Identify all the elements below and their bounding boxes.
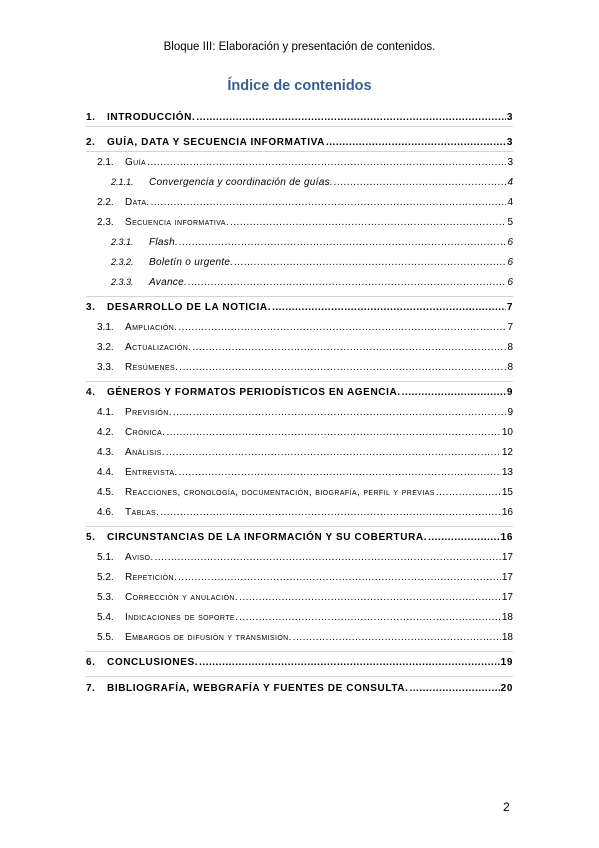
- toc-dot-leader: [151, 197, 507, 208]
- toc-entry-label: INTRODUCCIÓN.: [107, 112, 196, 123]
- toc-entry-label: Repetición.: [125, 572, 178, 583]
- toc-entry-page: 17: [501, 572, 513, 583]
- toc-dot-leader: [334, 177, 506, 188]
- toc-entry-number: 4.1.: [97, 407, 114, 418]
- toc-entry-page: 17: [501, 552, 513, 563]
- toc-dot-leader: [436, 487, 501, 498]
- toc-entry[interactable]: [97, 322, 513, 338]
- toc-dot-leader: [160, 507, 501, 518]
- toc-entry-label: BIBLIOGRAFÍA, WEBGRAFÍA Y FUENTES DE CONSULTA.: [107, 683, 409, 694]
- toc-entry-number: 2.2.: [97, 197, 114, 208]
- toc-entry[interactable]: [97, 487, 513, 503]
- toc-entry-label: Indicaciones de soporte.: [125, 612, 239, 623]
- toc-dot-leader: [188, 277, 506, 288]
- toc-entry-page: 18: [501, 632, 513, 643]
- toc-entry-page: 9: [507, 407, 513, 418]
- toc-entry-page: 10: [501, 427, 513, 438]
- toc-dot-leader: [199, 657, 500, 668]
- toc-dot-leader: [234, 257, 506, 268]
- section-divider: [86, 676, 513, 677]
- toc-entry-page: 19: [500, 657, 513, 668]
- toc-entry[interactable]: [97, 632, 513, 648]
- toc-entry-page: 4: [507, 197, 513, 208]
- toc-entry-number: 4.: [86, 387, 96, 398]
- toc-entry-number: 4.4.: [97, 467, 114, 478]
- toc-entry[interactable]: [97, 362, 513, 378]
- page-number: 2: [503, 800, 510, 814]
- toc-entry[interactable]: [97, 572, 513, 588]
- toc-dot-leader: [179, 237, 506, 248]
- toc-entry-label: Ampliación.: [125, 322, 178, 333]
- toc-dot-leader: [173, 407, 507, 418]
- toc-entry-page: 3: [506, 112, 513, 123]
- toc-entry-page: 3: [506, 137, 513, 148]
- toc-dot-leader: [179, 362, 506, 373]
- toc-dot-leader: [402, 387, 506, 398]
- toc-entry[interactable]: [111, 277, 513, 293]
- toc-entry[interactable]: [97, 552, 513, 568]
- section-divider: [86, 151, 513, 152]
- toc-entry[interactable]: [97, 197, 513, 213]
- toc-entry[interactable]: [111, 257, 513, 273]
- toc-entry-label: Resúmenes.: [125, 362, 179, 373]
- toc-entry-number: 3.2.: [97, 342, 114, 353]
- toc-entry-label: GUÍA, DATA Y SECUENCIA INFORMATIVA: [107, 137, 325, 148]
- toc-entry-label: Crónica.: [125, 427, 166, 438]
- toc-entry-page: 7: [507, 322, 513, 333]
- toc-entry[interactable]: [86, 387, 513, 403]
- section-divider: [86, 526, 513, 527]
- toc-entry-page: 6: [507, 237, 513, 248]
- toc-entry-number: 2.3.3.: [111, 277, 134, 287]
- toc-entry[interactable]: [97, 467, 513, 483]
- toc-dot-leader: [166, 427, 500, 438]
- toc-dot-leader: [178, 572, 501, 583]
- toc-entry-number: 7.: [86, 683, 96, 694]
- toc-entry-number: 1.: [86, 112, 96, 123]
- toc-entry[interactable]: [86, 532, 513, 548]
- toc-entry-label: Embargos de difusión y transmisión.: [125, 632, 292, 643]
- toc-entry-label: Aviso.: [125, 552, 154, 563]
- toc-entry-page: 8: [507, 342, 513, 353]
- toc-dot-leader: [166, 447, 501, 458]
- toc-entry-number: 5.3.: [97, 592, 114, 603]
- toc-dot-leader: [293, 632, 501, 643]
- toc-entry[interactable]: [97, 342, 513, 358]
- toc-entry-page: 4: [507, 177, 513, 188]
- toc-dot-leader: [192, 342, 506, 353]
- toc-entry-number: 5.4.: [97, 612, 114, 623]
- toc-dot-leader: [196, 112, 505, 123]
- toc-entry-label: CIRCUNSTANCIAS DE LA INFORMACIÓN Y SU COBERTURA.: [107, 532, 428, 543]
- toc-dot-leader: [147, 157, 506, 168]
- toc-entry-label: Corrección y anulación.: [125, 592, 239, 603]
- running-header: Bloque III: Elaboración y presentación de contenidos.: [163, 41, 436, 53]
- toc-entry-page: 6: [507, 277, 513, 288]
- toc-entry-page: 20: [500, 683, 513, 694]
- toc-entry-label: Actualización.: [125, 342, 192, 353]
- toc-entry-page: 8: [507, 362, 513, 373]
- toc-dot-leader: [179, 467, 501, 478]
- toc-entry-page: 3: [507, 157, 513, 168]
- toc-entry-label: Reacciones, cronología, documentación, biografía, perfil y previas: [125, 487, 435, 498]
- toc-entry[interactable]: [97, 157, 513, 173]
- toc-entry-number: 5.: [86, 532, 96, 543]
- toc-entry[interactable]: [97, 427, 513, 443]
- toc-entry-page: 12: [501, 447, 513, 458]
- toc-entry-number: 6.: [86, 657, 96, 668]
- toc-entry-page: 18: [501, 612, 513, 623]
- toc-entry-number: 4.3.: [97, 447, 114, 458]
- toc-entry-number: 2.3.: [97, 217, 114, 228]
- toc-entry[interactable]: [97, 407, 513, 423]
- toc-dot-leader: [326, 137, 506, 148]
- section-divider: [86, 126, 513, 127]
- toc-entry-number: 3.1.: [97, 322, 114, 333]
- toc-entry-number: 4.2.: [97, 427, 114, 438]
- toc-entry[interactable]: [97, 592, 513, 608]
- toc-dot-leader: [239, 592, 501, 603]
- toc-dot-leader: [239, 612, 501, 623]
- toc-entry-label: Tablas.: [125, 507, 160, 518]
- toc-entry-label: Avance.: [149, 277, 188, 288]
- section-divider: [86, 296, 513, 297]
- toc-entry-number: 3.3.: [97, 362, 114, 373]
- toc-entry-page: 16: [501, 507, 513, 518]
- toc-entry-label: Entrevista.: [125, 467, 178, 478]
- toc-entry-label: GÉNEROS Y FORMATOS PERIODÍSTICOS EN AGENCIA.: [107, 387, 401, 398]
- toc-entry-label: Boletín o urgente.: [149, 257, 234, 268]
- toc-entry-number: 2.1.: [97, 157, 114, 168]
- toc-entry-number: 5.2.: [97, 572, 114, 583]
- toc-entry[interactable]: [111, 237, 513, 253]
- toc-dot-leader: [428, 532, 500, 543]
- toc-dot-leader: [178, 322, 506, 333]
- toc-entry-number: 2.: [86, 137, 96, 148]
- toc-entry-label: CONCLUSIONES.: [107, 657, 199, 668]
- section-divider: [86, 381, 513, 382]
- toc-entry-label: Flash.: [149, 237, 179, 248]
- toc-entry[interactable]: [97, 507, 513, 523]
- toc-entry[interactable]: [86, 683, 513, 699]
- toc-entry-number: 2.1.1.: [111, 177, 134, 187]
- section-divider: [86, 651, 513, 652]
- toc-entry[interactable]: [97, 447, 513, 463]
- toc-entry-label: Data.: [125, 197, 150, 208]
- toc-entry[interactable]: [111, 177, 513, 193]
- toc-entry-page: 15: [501, 487, 513, 498]
- toc-entry[interactable]: [97, 217, 513, 233]
- toc-entry[interactable]: [86, 302, 513, 318]
- toc-entry-number: 2.3.2.: [111, 257, 134, 267]
- toc-entry-page: 9: [506, 387, 513, 398]
- toc-entry-label: Convergencia y coordinación de guías.: [149, 177, 333, 188]
- toc-dot-leader: [410, 683, 500, 694]
- toc-entry-page: 7: [506, 302, 513, 313]
- toc-entry-page: 5: [507, 217, 513, 228]
- toc-entry-page: 6: [507, 257, 513, 268]
- toc-entry-page: 17: [501, 592, 513, 603]
- toc-entry-number: 3.: [86, 302, 96, 313]
- toc-entry-label: Guía: [125, 157, 147, 168]
- toc-dot-leader: [155, 552, 501, 563]
- toc-entry-label: Previsión.: [125, 407, 172, 418]
- toc-entry[interactable]: [97, 612, 513, 628]
- toc-entry-number: 5.1.: [97, 552, 114, 563]
- toc-entry-label: Secuencia informativa.: [125, 217, 229, 228]
- toc-entry-number: 5.5.: [97, 632, 114, 643]
- toc-entry-page: 16: [500, 532, 513, 543]
- toc-entry-label: Análisis.: [125, 447, 165, 458]
- toc-title: Índice de contenidos: [227, 78, 372, 94]
- toc-entry-number: 2.3.1.: [111, 237, 134, 247]
- toc-entry-label: DESARROLLO DE LA NOTICIA.: [107, 302, 272, 313]
- toc-dot-leader: [272, 302, 506, 313]
- toc-entry-number: 4.6.: [97, 507, 114, 518]
- toc-entry[interactable]: [86, 657, 513, 673]
- toc-entry-number: 4.5.: [97, 487, 114, 498]
- toc-entry-page: 13: [501, 467, 513, 478]
- toc-dot-leader: [230, 217, 506, 228]
